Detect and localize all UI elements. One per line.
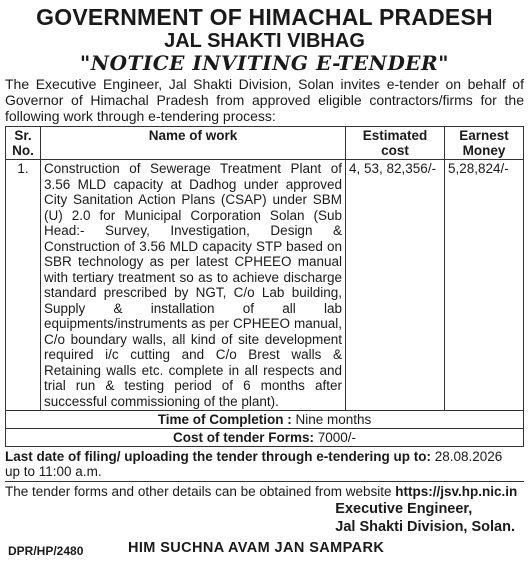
- completion-label: Time of Completion :: [157, 412, 292, 427]
- forms-info: [5, 484, 524, 500]
- signature-division: Jal Shakti Division, Solan.: [335, 519, 515, 535]
- col-name-of-work: Name of work: [41, 127, 346, 160]
- reference-number: DPR/HP/2480: [8, 544, 84, 558]
- table-header-row: [6, 127, 524, 160]
- last-date-value: 28.08.2026: [434, 449, 503, 464]
- completion-value: Nine months: [295, 412, 372, 427]
- forms-info-text: The tender forms and other details can be obtained from website: [5, 484, 392, 499]
- row-estimated-cost: 4, 53, 82,356/-: [346, 160, 445, 411]
- last-date-time: up to 11:00 a.m.: [5, 464, 102, 479]
- website-link[interactable]: https://jsv.hp.nic.in: [395, 484, 518, 499]
- publishing-agency: HIM SUCHNA AVAM JAN SAMPARK: [128, 540, 385, 556]
- col-earnest-money: Earnest Money: [445, 127, 524, 160]
- tender-table: [5, 126, 524, 447]
- last-date-block: [5, 449, 524, 482]
- intro-paragraph: The Executive Engineer, Jal Shakti Division, Solan invites e-tender on behalf of Governor of Himachal Pradesh from approved eligible contractors/firms for the following work through e-tendering process:: [5, 76, 524, 124]
- notice-title: "NOTICE INVITING E-TENDER": [79, 51, 450, 75]
- col-sr-no: Sr. No.: [6, 127, 41, 160]
- government-heading: GOVERNMENT OF HIMACHAL PRADESH: [36, 4, 493, 30]
- completion-row: [6, 411, 524, 429]
- signature-block: [335, 500, 515, 536]
- last-date-label: Last date of filing/ uploading the tender through e-tendering up to:: [5, 449, 431, 464]
- forms-cost-value: 7000/-: [317, 430, 357, 445]
- signature-title: Executive Engineer,: [335, 501, 473, 517]
- col-estimated-cost: Estimated cost: [346, 127, 445, 160]
- department-heading: JAL SHAKTI VIBHAG: [164, 30, 365, 52]
- row-work-description: Construction of Sewerage Treatment Plant of 3.56 MLD capacity at Dadhog under approved City Sanitation Action Plans (CSAP) under SBM (U) 2.0 for Municipal Corporation Solan (Sub Head:- Survey, Investigation, Design & Construction of 3.56 MLD capacity STP based on SBR technology as per latest CPHEEO manual with tertiary treatment so as to achieve discharge standard prescribed by NGT, C/o Lab building, Supply & installation of all lab equipments/instruments as per CPHEEO manual, C/o boundary walls, all kind of site development required i/c cutting and C/o Brest walls & Retaining walls etc. complete in all respects and trial run & testing period of 6 months after successful commissioning of the plant).: [41, 160, 346, 411]
- row-sr-no: 1.: [6, 160, 41, 411]
- forms-cost-row: [6, 429, 524, 447]
- table-row: [6, 160, 524, 411]
- row-earnest-money: 5,28,824/-: [445, 160, 524, 411]
- forms-cost-label: Cost of tender Forms:: [172, 430, 314, 445]
